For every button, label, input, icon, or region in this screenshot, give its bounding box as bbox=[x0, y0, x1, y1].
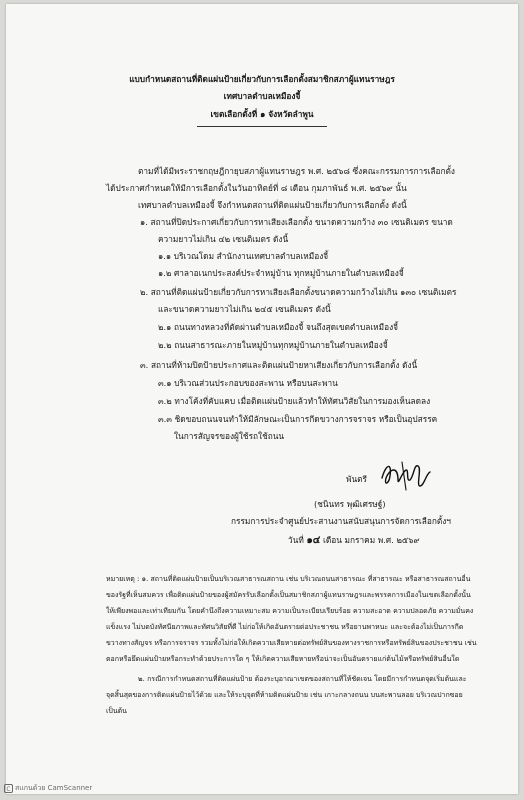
item-1-1: ๑.๑ บริเวณโดม สำนักงานเทศบาลตำบลเหมืองจี้ bbox=[158, 251, 329, 261]
signature-date bbox=[288, 535, 420, 546]
handwritten-signature bbox=[376, 456, 436, 496]
item-1-heading-cont: ความยาวไม่เกิน ๔๒ เซนติเมตร ดังนี้ bbox=[158, 234, 289, 244]
item-3-heading: ๓. สถานที่ห้ามปิดป้ายประกาศและติดแผ่นป้ายหาเสียงเกี่ยวกับการเลือกตั้ง ดังนี้ bbox=[140, 360, 418, 370]
item-2-heading-cont: และขนาดความยาวไม่เกิน ๒๔๕ เซนติเมตร ดังนี้ bbox=[158, 304, 331, 314]
date-day: ๑๔ bbox=[306, 535, 321, 546]
date-prefix: วันที่ bbox=[288, 535, 304, 545]
item-1-2: ๑.๒ ศาลาอเนกประสงค์ประจำหมู่บ้าน ทุกหมู่บ้านภายในตำบลเหมืองจี้ bbox=[158, 268, 404, 278]
note-line-2: ของรัฐที่เห็นสมควร เพื่อติดแผ่นป้ายของผู้สมัครรับเลือกตั้งเป็นสมาชิกสภาผู้แทนราษฎรและพรรคการเมืองในเขตเลือกตั้งนั้น bbox=[106, 591, 471, 599]
signer-name: (ชนินทร พุฒิเศรษฐ์) bbox=[314, 499, 386, 509]
note-line-6: ตอกหรือยึดแผ่นป้ายหรือกระทำด้วยประการใด ๆ ให้เกิดความเสียหายหรือน่าจะเป็นอันตรายแก่ต้นไม้หรือทรัพย์สินอื่นใด bbox=[106, 655, 460, 663]
intro-line-2: ได้ประกาศกำหนดให้มีการเลือกตั้งในวันอาทิตย์ที่ ๘ เดือน กุมภาพันธ์ พ.ศ. ๒๕๖๙ นั้น bbox=[106, 183, 407, 193]
document-page bbox=[6, 4, 518, 794]
document-title: แบบกำหนดสถานที่ติดแผ่นป้ายเกี่ยวกับการเลือกตั้งสมาชิกสภาผู้แทนราษฎร bbox=[129, 74, 395, 84]
item-3-3: ๓.๓ ชิดขอบถนนจนทำให้มีลักษณะเป็นการกีดขวางการจราจร หรือเป็นอุปสรรค bbox=[158, 414, 438, 424]
document-subtitle-constituency: เขตเลือกตั้งที่ ๑ จังหวัดลำพูน bbox=[210, 109, 314, 119]
note-line-5: ขวางทางสัญจร หรือการจราจร รวมทั้งไม่ก่อให้เกิดความเสียหายต่อทรัพย์สินของทางราชการหรือทรัพย์สินของประชาชน เช่น bbox=[106, 639, 477, 647]
scanner-watermark bbox=[4, 783, 92, 794]
date-rest: เดือน มกราคม พ.ศ. ๒๕๖๙ bbox=[323, 535, 420, 545]
document-subtitle-municipality: เทศบาลตำบลเหมืองจี้ bbox=[223, 91, 301, 101]
camscanner-logo-icon bbox=[4, 784, 13, 793]
note-line-3: ให้เพียงพอและเท่าเทียมกัน โดยคำนึงถึงความเหมาะสม ความเป็นระเบียบเรียบร้อย ความสะอาด ความปลอดภัย ความมั่นคง bbox=[106, 607, 474, 615]
title-underline bbox=[197, 126, 327, 127]
scanner-label: สแกนด้วย CamScanner bbox=[15, 784, 93, 792]
item-2-2: ๒.๒ ถนนสาธารณะภายในหมู่บ้านทุกหมู่บ้านภายในตำบลเหมืองจี้ bbox=[158, 340, 388, 350]
signer-position: กรรมการประจำศูนย์ประสานงานสนับสนุนการจัดการเลือกตั้งฯ bbox=[231, 516, 451, 526]
intro-line-3: เทศบาลตำบลเหมืองจี้ จึงกำหนดสถานที่ติดแผ่นป้ายเกี่ยวกับการเลือกตั้ง ดังนี้ bbox=[138, 200, 407, 210]
item-2-heading: ๒. สถานที่ติดแผ่นป้ายเกี่ยวกับการหาเสียงเลือกตั้งขนาดความกว้างไม่เกิน ๑๓๐ เซนติเมตร bbox=[140, 287, 457, 297]
note-line-4: แข็งแรง ไม่บดบังทัศนียภาพและทัศนวิสัยที่ดี ไม่ก่อให้เกิดอันตรายต่อประชาชน หรือยานพาหนะ และจะต้องไม่เป็นการกีด bbox=[106, 623, 464, 631]
note-line-9: เป็นต้น bbox=[106, 707, 127, 715]
svg-text:C: C bbox=[6, 786, 11, 793]
intro-line-1: ตามที่ได้มีพระราชกฤษฎีกายุบสภาผู้แทนราษฎร พ.ศ. ๒๕๖๘ ซึ่งคณะกรรมการการเลือกตั้ง bbox=[138, 166, 455, 176]
note-line-8: จุดสิ้นสุดของการติดแผ่นป้ายไว้ด้วย และให้ระบุจุดที่ห้ามติดแผ่นป้าย เช่น เกาะกลางถนน บนสะพานลอย บริเวณปากซอย bbox=[106, 691, 463, 699]
note-line-1: หมายเหตุ : ๑. สถานที่ติดแผ่นป้ายเป็นบริเวณสาธารณสถาน เช่น บริเวณถนนสาธารณะ ที่สาธารณะ หรือสาธารณสถานอื่น bbox=[106, 575, 471, 583]
item-3-3-cont: ในการสัญจรของผู้ใช้รถใช้ถนน bbox=[174, 431, 285, 441]
item-3-1: ๓.๑ บริเวณส่วนประกอบของสะพาน หรือบนสะพาน bbox=[158, 378, 338, 388]
item-3-2: ๓.๒ ทางโค้งที่คับแคบ เมื่อติดแผ่นป้ายแล้วทำให้ทัศนวิสัยในการมองเห็นลดลง bbox=[158, 396, 431, 406]
signer-rank: พันตรี bbox=[346, 474, 367, 484]
item-1-heading: ๑. สถานที่ปิดประกาศเกี่ยวกับการหาเสียงเลือกตั้ง ขนาดความกว้าง ๓๐ เซนติเมตร ขนาด bbox=[140, 217, 453, 227]
item-2-1: ๒.๑ ถนนทางหลวงที่ตัดผ่านตำบลเหมืองจี้ จนถึงสุดเขตตำบลเหมืองจี้ bbox=[158, 322, 398, 332]
note-line-7: ๒. กรณีการกำหนดสถานที่ติดแผ่นป้าย ต้องระบุอาณาเขตของสถานที่ให้ชัดเจน โดยมีการกำหนดจุดเริ่มต้นและ bbox=[138, 675, 467, 683]
